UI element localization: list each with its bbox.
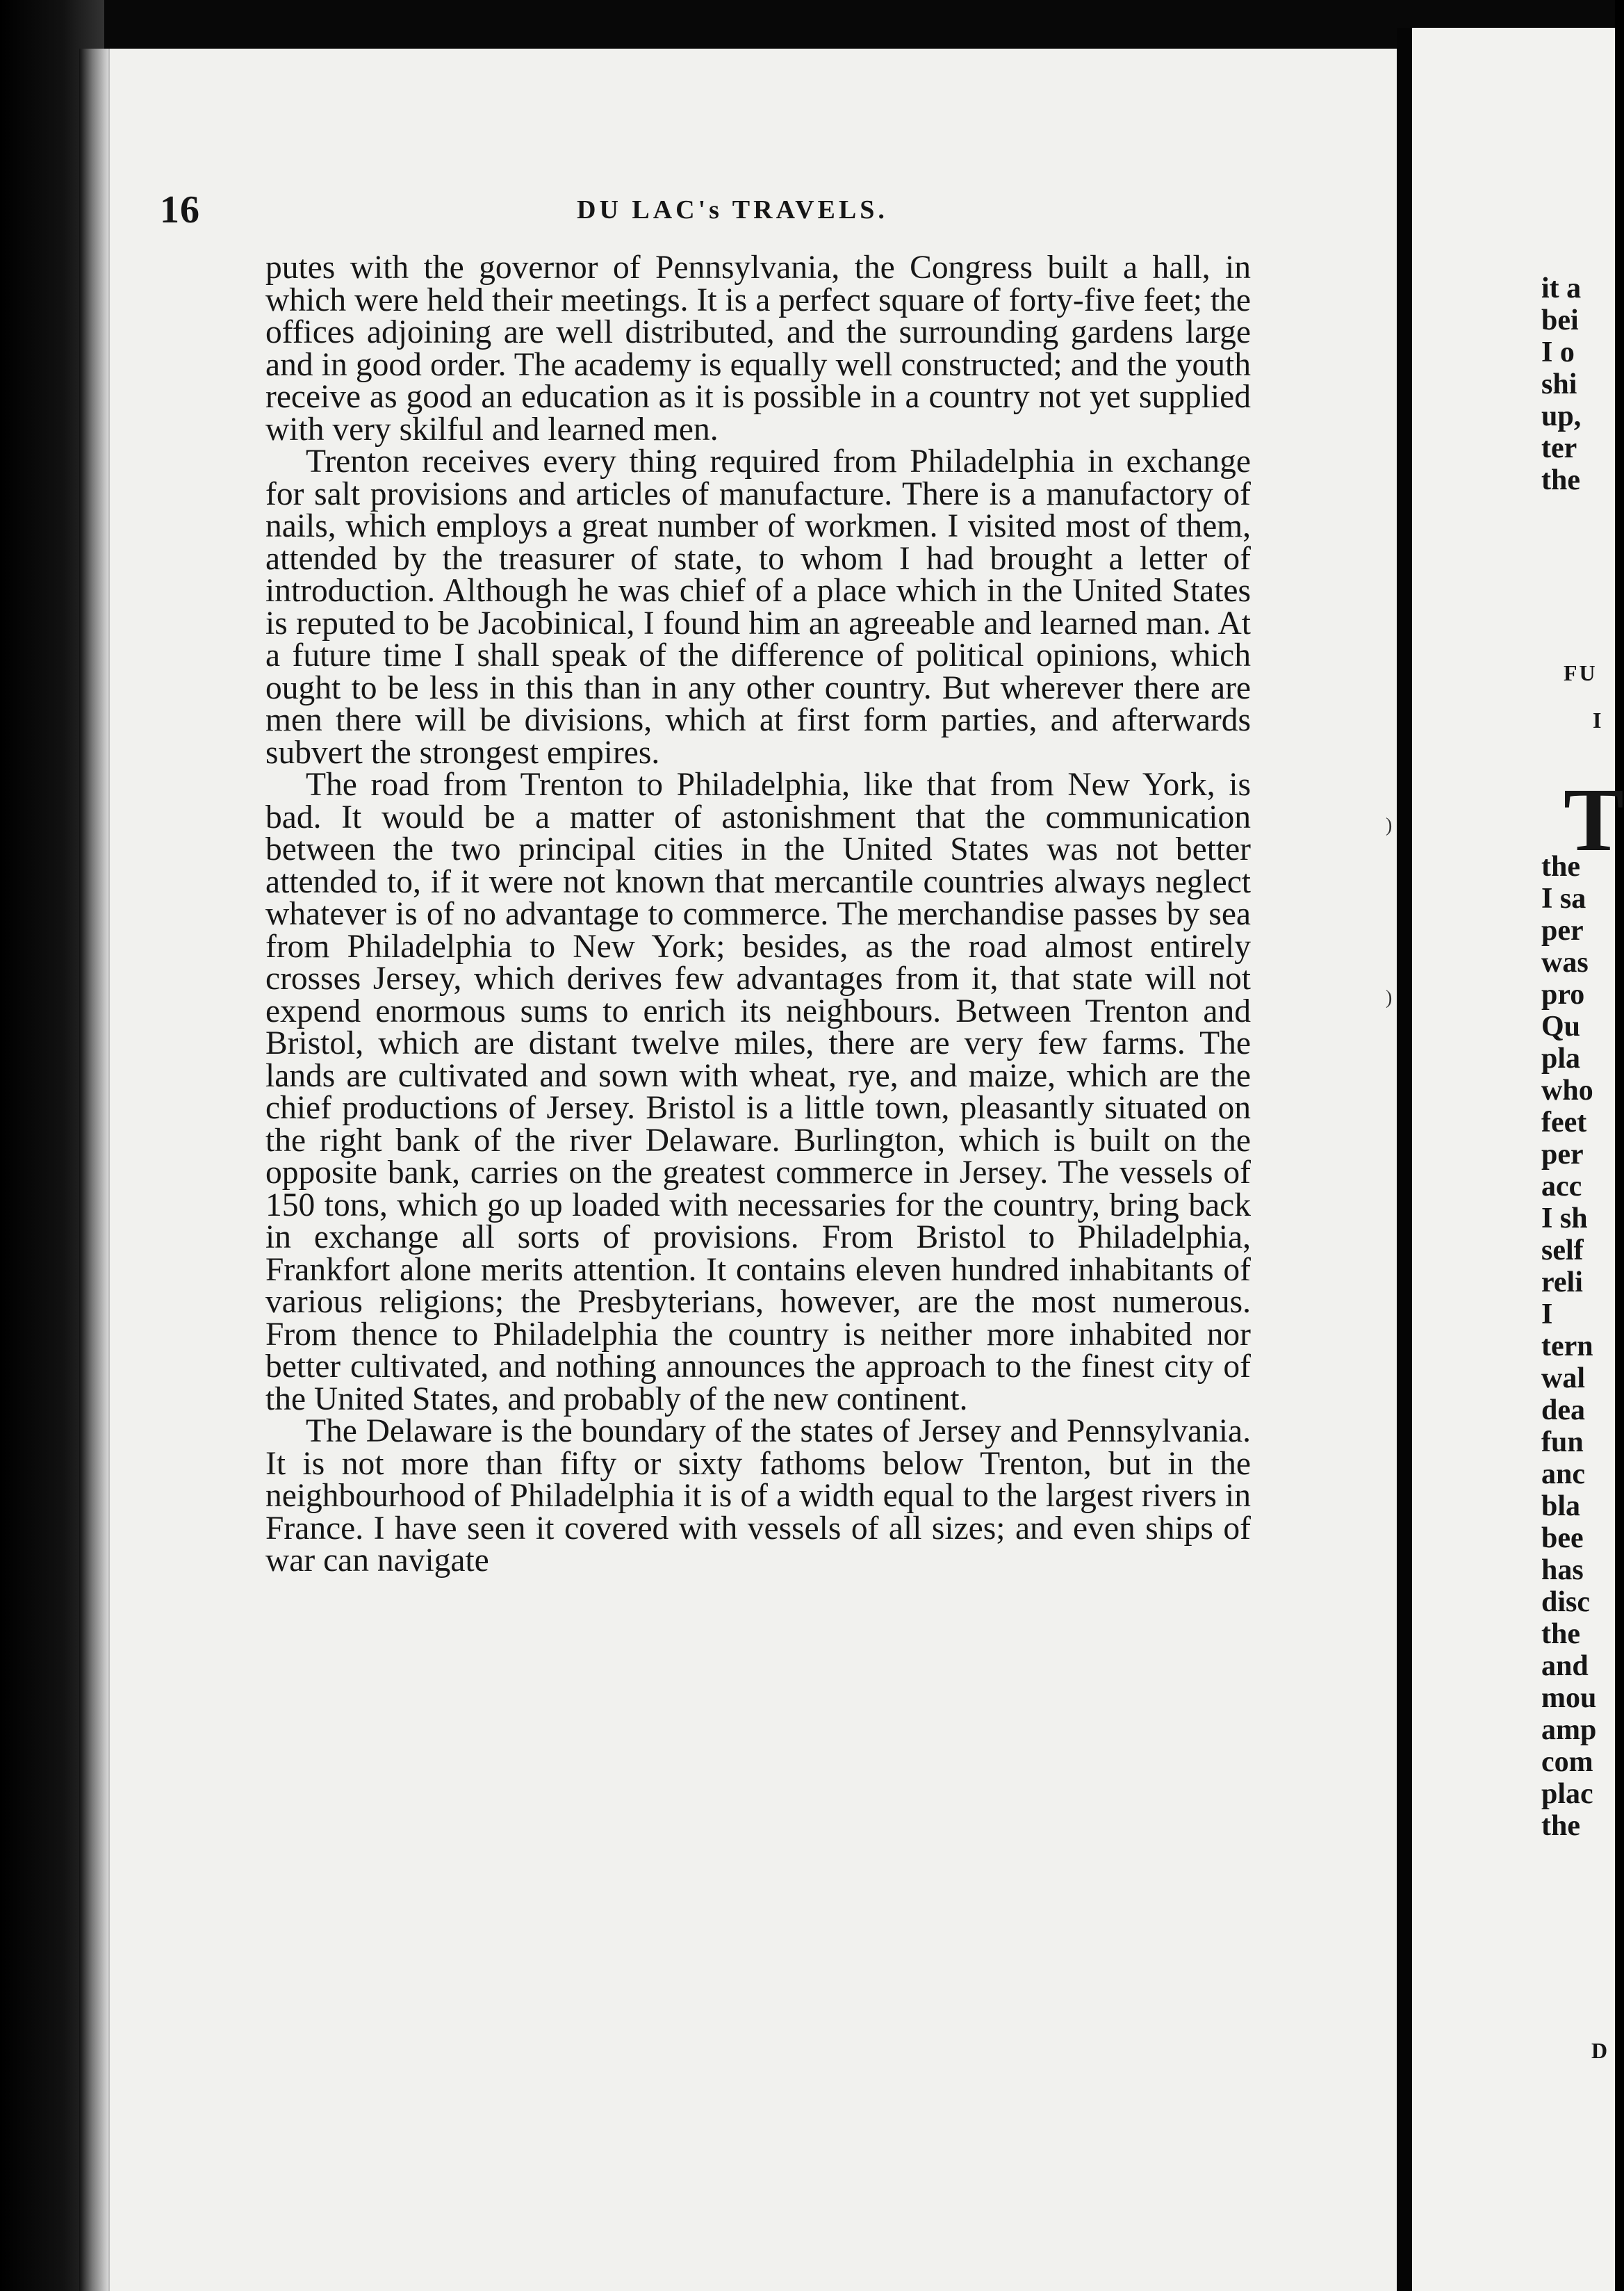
facing-page-body-fragments — [1541, 851, 1618, 1842]
facing-fragment: I sa — [1541, 883, 1586, 915]
facing-fragment: shi — [1541, 368, 1577, 400]
facing-page-drop-cap: T — [1564, 770, 1624, 870]
facing-fragment: the — [1541, 464, 1580, 496]
paragraph-1: putes with the governor of Pennsylvania, the Congress built a hall, in which were held their meetings. It is a perfect square of forty-five feet; the offices adjoining are well distributed, and the surrounding gardens large and in good order. The academy is equally well constructed; and the youth receive as good an education as it is possible in a country not yet supplied with very skilful and learned men. — [265, 250, 1251, 448]
facing-fragment: feet — [1541, 1107, 1587, 1139]
facing-page-heading-fragment: FU — [1564, 660, 1598, 685]
facing-fragment: has — [1541, 1554, 1584, 1586]
facing-page-catchword-fragment: D — [1591, 2038, 1610, 2063]
facing-fragment: pla — [1541, 1043, 1581, 1075]
facing-fragment: per — [1541, 915, 1584, 947]
facing-fragment: tern — [1541, 1330, 1593, 1362]
facing-fragment: bla — [1541, 1490, 1581, 1522]
running-head — [160, 188, 1244, 243]
facing-fragment: self — [1541, 1234, 1584, 1266]
facing-fragment: anc — [1541, 1458, 1585, 1490]
facing-fragment: was — [1541, 947, 1589, 979]
facing-fragment: acc — [1541, 1171, 1582, 1202]
binding-mark: ) — [1386, 815, 1393, 836]
paragraph-2: Trenton receives every thing required from Philadelphia in exchange for salt provisions and articles of manufacture. There is a manufactory of nails, which employs a great number of workmen. I visited most of them, attended by the treasurer of state, to whom I had brought a letter of introduction. Although he was chief of a place which in the United States is reputed to be Jacobinical, I found him an agreeable and learned man. At a future time I shall speak of the difference of political opinions, which ought to be less in this than in any other country. But wherever there are men there will be divisions, which at first form parties, and afterwards subvert the strongest empires. — [265, 443, 1251, 771]
main-text — [265, 252, 1251, 1577]
facing-fragment: com — [1541, 1746, 1593, 1778]
facing-page-subheading-fragment: I — [1593, 708, 1604, 733]
facing-fragment: I o — [1541, 336, 1575, 368]
facing-fragment: the — [1541, 1618, 1580, 1650]
book-gutter — [1397, 28, 1412, 2291]
facing-fragment: who — [1541, 1075, 1593, 1107]
facing-fragment: pro — [1541, 979, 1585, 1011]
paragraph-4: The Delaware is the boundary of the states of Jersey and Pennsylvania. It is not more than fifty or sixty fathoms below Trenton, but in the neighbourhood of Philadelphia it is of a width equal to the largest rivers in France. I have seen it covered with vessels of all sizes; and even ships of war can navigate — [265, 1413, 1251, 1579]
facing-fragment: amp — [1541, 1714, 1597, 1746]
paragraph-3: The road from Trenton to Philadelphia, like that from New York, is bad. It would be a matter of astonishment that the communication between the two principal cities in the United States was not better attended to, if it were not known that mercantile countries always neglect whatever is of no advantage to commerce. The merchandise passes by sea from Philadelphia to New York; besides, as the road almost entirely crosses Jersey, which derives few advantages from it, that state will not expend enormous sums to enrich its neighbours. Between Trenton and Bristol, which are distant twelve miles, there are very few farms. The lands are cultivated and sown with wheat, rye, and maize, which are the chief productions of Jersey. Bristol is a little town, pleasantly situated on the right bank of the river Delaware. Burlington, which is built on the opposite bank, carries on the greatest commerce in Jersey. The vessels of 150 tons, which go up loaded with necessaries for the country, bring back in exchange all sorts of provisions. From Bristol to Philadelphia, Frankfort alone merits attention. It contains eleven hundred inhabitants of various religions; the Presbyterians, however, are the most numerous. From thence to Philadelphia the country is neither more inhabited nor better cultivated, and nothing announces the approach to the finest city of the United States, and probably of the new continent. — [265, 767, 1251, 1417]
facing-fragment: I — [1541, 1298, 1553, 1330]
running-title: DU LAC's TRAVELS. — [577, 195, 888, 225]
facing-page-top-fragments — [1541, 272, 1618, 496]
facing-fragment: wal — [1541, 1362, 1585, 1394]
facing-fragment: ter — [1541, 432, 1577, 464]
facing-fragment: fun — [1541, 1426, 1584, 1458]
facing-fragment: dea — [1541, 1394, 1585, 1426]
facing-fragment: Qu — [1541, 1011, 1581, 1043]
facing-fragment: disc — [1541, 1586, 1591, 1618]
facing-fragment: bei — [1541, 304, 1579, 336]
facing-fragment: plac — [1541, 1778, 1593, 1810]
facing-fragment: it a — [1541, 272, 1582, 304]
facing-fragment: and — [1541, 1650, 1589, 1682]
facing-fragment: bee — [1541, 1522, 1584, 1554]
page-number: 16 — [160, 188, 200, 231]
facing-fragment: per — [1541, 1139, 1584, 1171]
binding-mark: ) — [1386, 987, 1393, 1009]
facing-fragment: the — [1541, 1810, 1580, 1842]
facing-fragment: I sh — [1541, 1202, 1588, 1234]
facing-fragment: the — [1541, 851, 1580, 883]
facing-fragment: reli — [1541, 1266, 1583, 1298]
facing-fragment: up, — [1541, 400, 1582, 432]
facing-fragment: mou — [1541, 1682, 1597, 1714]
